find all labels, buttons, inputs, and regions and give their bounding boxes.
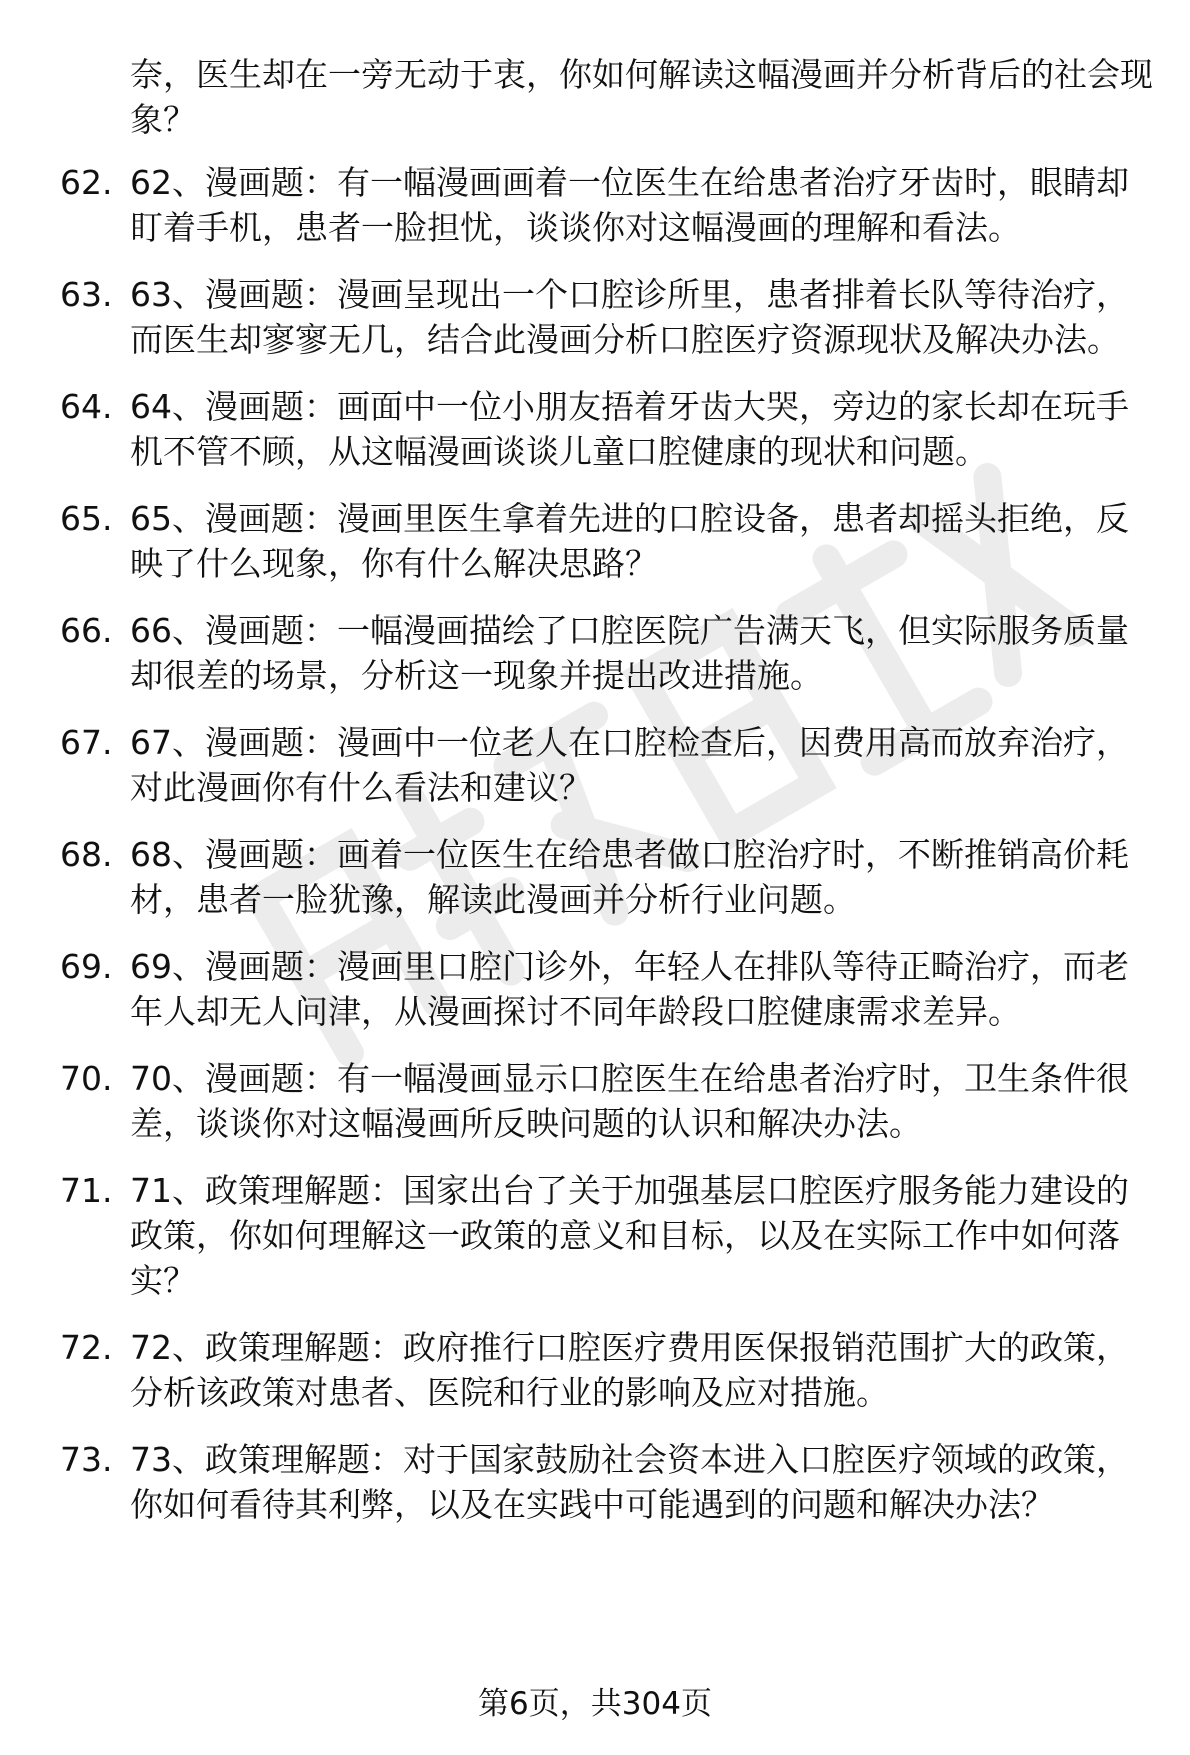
- question-text: 65、漫画题：漫画里医生拿着先进的口腔设备，患者却摇头拒绝，反映了什么现象，你有什么解决思路？: [130, 499, 1129, 583]
- question-number: 68.: [60, 835, 113, 874]
- question-text: 70、漫画题：有一幅漫画显示口腔医生在给患者治疗时，卫生条件很差，谈谈你对这幅漫画所反映问题的认识和解决办法。: [130, 1059, 1129, 1143]
- question-item: [0, 832, 1190, 922]
- question-number: 73.: [60, 1440, 113, 1479]
- question-text: 62、漫画题：有一幅漫画画着一位医生在给患者治疗牙齿时，眼睛却盯着手机，患者一脸担忧，谈谈你对这幅漫画的理解和看法。: [130, 163, 1129, 247]
- question-number: 66.: [60, 611, 113, 650]
- question-text: 66、漫画题：一幅漫画描绘了口腔医院广告满天飞，但实际服务质量却很差的场景，分析这一现象并提出改进措施。: [130, 611, 1129, 695]
- question-number: 70.: [60, 1059, 113, 1098]
- question-number: 62.: [60, 163, 113, 202]
- question-number: 64.: [60, 387, 113, 426]
- question-item: [0, 1168, 1190, 1303]
- question-text: 63、漫画题：漫画呈现出一个口腔诊所里，患者排着长队等待治疗，而医生却寥寥无几，结合此漫画分析口腔医疗资源现状及解决办法。: [130, 275, 1129, 359]
- question-text: 71、政策理解题：国家出台了关于加强基层口腔医疗服务能力建设的政策，你如何理解这一政策的意义和目标，以及在实际工作中如何落实？: [130, 1171, 1129, 1300]
- question-item: [0, 384, 1190, 474]
- question-item: [0, 160, 1190, 250]
- question-number: 65.: [60, 499, 113, 538]
- question-number: 67.: [60, 723, 113, 762]
- question-item: [0, 1437, 1190, 1527]
- question-item: [0, 608, 1190, 698]
- question-text: 72、政策理解题：政府推行口腔医疗费用医保报销范围扩大的政策，分析该政策对患者、医院和行业的影响及应对措施。: [130, 1328, 1129, 1412]
- question-item: [0, 720, 1190, 810]
- question-number: 69.: [60, 947, 113, 986]
- question-text: 67、漫画题：漫画中一位老人在口腔检查后，因费用高而放弃治疗，对此漫画你有什么看法和建议？: [130, 723, 1129, 807]
- question-number: 71.: [60, 1171, 113, 1210]
- question-item: [0, 496, 1190, 586]
- question-list: [0, 160, 1190, 1549]
- question-item: [0, 1325, 1190, 1415]
- question-item: [0, 944, 1190, 1034]
- question-item: [0, 1056, 1190, 1146]
- question-text: 69、漫画题：漫画里口腔门诊外，年轻人在排队等待正畸治疗，而老年人却无人问津，从漫画探讨不同年龄段口腔健康需求差异。: [130, 947, 1129, 1031]
- question-text: 64、漫画题：画面中一位小朋友捂着牙齿大哭，旁边的家长却在玩手机不管不顾，从这幅漫画谈谈儿童口腔健康的现状和问题。: [130, 387, 1129, 471]
- question-text: 68、漫画题：画着一位医生在给患者做口腔治疗时，不断推销高价耗材，患者一脸犹豫，解读此漫画并分析行业问题。: [130, 835, 1129, 919]
- question-text: 73、政策理解题：对于国家鼓励社会资本进入口腔医疗领域的政策，你如何看待其利弊，以及在实践中可能遇到的问题和解决办法？: [130, 1440, 1129, 1524]
- page-footer: 第6页，共304页: [478, 1686, 712, 1722]
- question-number: 63.: [60, 275, 113, 314]
- question-item: [0, 272, 1190, 362]
- continuation-text: 奈，医生却在一旁无动于衷，你如何解读这幅漫画并分析背后的社会现象？: [130, 55, 1153, 139]
- question-number: 72.: [60, 1328, 113, 1367]
